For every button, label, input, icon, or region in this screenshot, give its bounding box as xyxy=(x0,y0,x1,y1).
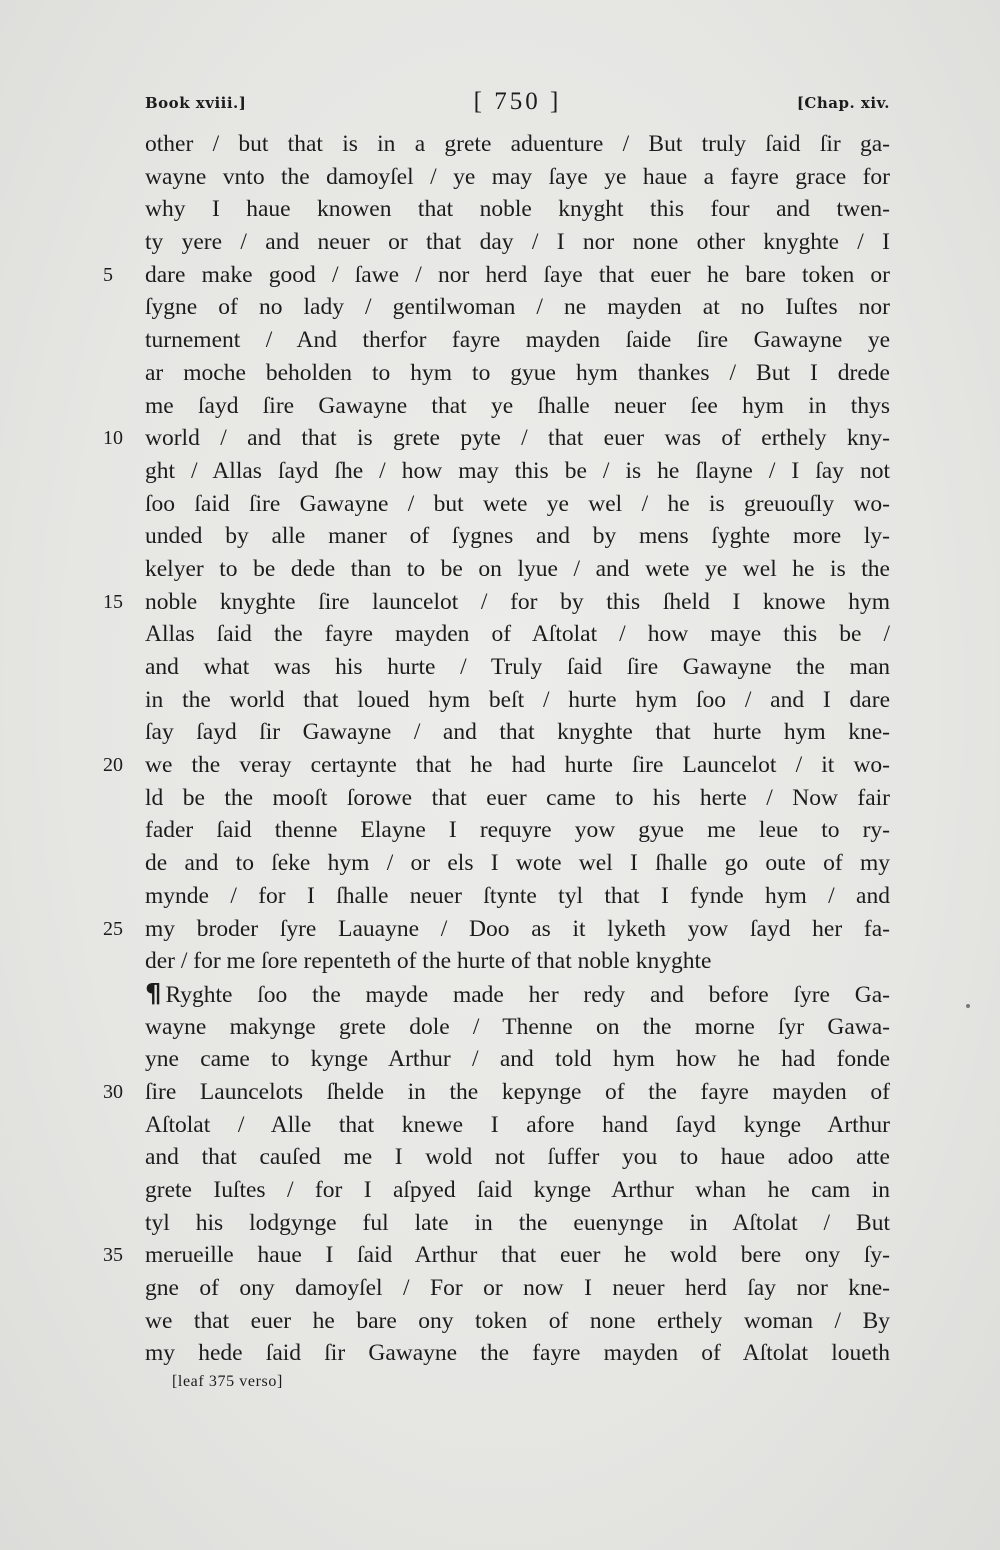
running-header xyxy=(145,88,890,128)
text-line xyxy=(145,1207,890,1240)
line-number: 30 xyxy=(103,1080,123,1103)
text-line xyxy=(145,1337,890,1370)
line-number: 25 xyxy=(103,917,123,940)
text-line xyxy=(145,1043,890,1076)
line-number: 15 xyxy=(103,590,123,613)
line-text: why I haue knowen that noble knyght this four and twen- xyxy=(145,196,890,223)
text-line xyxy=(145,1272,890,1305)
line-text: turnement / And therfor fayre mayden ſaide ſire Gawayne ye xyxy=(145,327,890,354)
text-line xyxy=(103,586,890,619)
line-text: in the world that loued hym beſt / hurte hym ſoo / and I dare xyxy=(145,686,890,713)
line-text: world / and that is grete pyte / that euer was of erthely kny- xyxy=(145,425,890,452)
text-line xyxy=(145,782,890,815)
text-line xyxy=(145,814,890,847)
line-text: noble knyghte ſire launcelot / for by this ſheld I knowe hym xyxy=(145,588,890,615)
text-line xyxy=(103,422,890,455)
line-text: wayne vnto the damoyſel / ye may ſaye ye haue a fayre grace for xyxy=(145,163,890,190)
line-text: and that cauſed me I wold not ſuffer you to haue adoo atte xyxy=(145,1144,890,1171)
line-text: fader ſaid thenne Elayne I requyre yow gyue me leue to ry- xyxy=(145,817,890,844)
text-line xyxy=(145,651,890,684)
text-line xyxy=(145,226,890,259)
line-text: my hede ſaid ſir Gawayne the fayre mayden of Aſtolat loueth xyxy=(145,1340,890,1367)
line-number: 5 xyxy=(103,263,113,286)
line-text: ſire Launcelots ſhelde in the kepynge of the fayre mayden of xyxy=(145,1078,890,1105)
line-number: 10 xyxy=(103,427,123,450)
page-number: [ 750 ] xyxy=(473,88,562,115)
line-text: ſoo ſaid ſire Gawayne / but wete ye wel / he is greuouſly wo- xyxy=(145,490,890,517)
book-number-header: Book xviii.] xyxy=(145,94,247,112)
line-text: dare make good / ſawe / nor herd ſaye that euer he bare token or xyxy=(145,261,890,288)
text-line xyxy=(103,1239,890,1272)
line-text: me ſayd ſire Gawayne that ye ſhalle neuer ſee hym in thys xyxy=(145,392,890,419)
line-text: and what was his hurte / Truly ſaid ſire Gawayne the man xyxy=(145,654,890,680)
text-line xyxy=(145,161,890,194)
line-text: merueille haue I ſaid Arthur that euer he wold bere ony ſy- xyxy=(145,1242,890,1269)
text-line xyxy=(145,520,890,553)
text-line xyxy=(145,1305,890,1338)
text-line xyxy=(103,1076,890,1109)
line-text: ſygne of no lady / gentilwoman / ne mayden at no Iuſtes nor xyxy=(145,294,890,321)
text-line xyxy=(145,553,890,586)
text-line xyxy=(145,716,890,749)
line-text: kelyer to be dede than to be on lyue / and wete ye wel he is the xyxy=(145,555,890,582)
text-line xyxy=(145,1011,890,1044)
text-line xyxy=(145,390,890,423)
line-text: tyl his lodgynge ful late in the euenynge in Aſtolat / But xyxy=(145,1209,890,1236)
leaf-reference-note: [leaf 375 verso] xyxy=(172,1373,283,1390)
line-text: my broder ſyre Lauayne / Doo as it lyketh yow ſayd her fa- xyxy=(145,915,890,942)
text-line xyxy=(145,847,890,880)
line-text: gne of ony damoyſel / For or now I neuer herd ſay nor kne- xyxy=(145,1275,890,1302)
line-text: ar moche beholden to hym to gyue hym thankes / But I drede xyxy=(145,359,890,386)
line-text: unded by alle maner of ſygnes and by mens ſyghte more ly- xyxy=(145,523,890,550)
text-line xyxy=(145,978,890,1011)
paragraph-mark-icon: ¶ xyxy=(145,978,162,1009)
line-text: ld be the mooſt ſorowe that euer came to his herte / Now fair xyxy=(145,784,890,811)
line-text: yne came to kynge Arthur / and told hym how he had fonde xyxy=(145,1046,890,1073)
text-line xyxy=(145,684,890,717)
text-line xyxy=(103,749,890,782)
text-line xyxy=(145,193,890,226)
text-line xyxy=(145,945,890,978)
line-text: Ryghte ſoo the mayde made her redy and before ſyre Ga- xyxy=(165,981,890,1008)
text-line xyxy=(145,324,890,357)
text-line xyxy=(145,1174,890,1207)
line-text: grete Iuſtes / for I aſpyed ſaid kynge Arthur whan he cam in xyxy=(145,1177,890,1203)
line-number: 20 xyxy=(103,754,123,777)
line-text: we that euer he bare ony token of none erthely woman / By xyxy=(145,1307,890,1334)
text-line xyxy=(145,357,890,390)
text-line xyxy=(145,488,890,521)
line-text: ty yere / and neuer or that day / I nor none other knyghte / I xyxy=(145,229,890,256)
text-line xyxy=(103,913,890,946)
line-text: wayne makynge grete dole / Thenne on the morne ſyr Gawa- xyxy=(145,1013,890,1040)
body-text xyxy=(103,128,890,1370)
paper-speck xyxy=(966,1004,970,1008)
line-text: other / but that is in a grete aduenture / But truly ſaid ſir ga- xyxy=(145,131,890,157)
text-line xyxy=(145,291,890,324)
chapter-number-header: [Chap. xiv. xyxy=(796,94,890,112)
text-line xyxy=(103,259,890,292)
line-text: der / for me ſore repenteth of the hurte of that noble knyghte xyxy=(145,948,712,975)
text-line xyxy=(145,618,890,651)
line-text: Allas ſaid the fayre mayden of Aſtolat / how maye this be / xyxy=(145,621,890,648)
text-line xyxy=(145,128,890,161)
line-text: mynde / for I ſhalle neuer ſtynte tyl that I fynde hym / and xyxy=(145,882,890,909)
line-text: we the veray certaynte that he had hurte ſire Launcelot / it wo- xyxy=(145,752,890,779)
line-text: ſay ſayd ſir Gawayne / and that knyghte that hurte hym kne- xyxy=(145,719,890,746)
line-text: Aſtolat / Alle that knewe I afore hand ſayd kynge Arthur xyxy=(145,1111,890,1138)
text-line xyxy=(145,880,890,913)
text-line xyxy=(145,455,890,488)
line-text: ght / Allas ſayd ſhe / how may this be / is he ſlayne / I ſay not xyxy=(145,457,890,484)
text-line xyxy=(145,1109,890,1142)
line-number: 35 xyxy=(103,1244,123,1267)
text-line xyxy=(145,1141,890,1174)
line-text: de and to ſeke hym / or els I wote wel I ſhalle go oute of my xyxy=(145,850,890,877)
